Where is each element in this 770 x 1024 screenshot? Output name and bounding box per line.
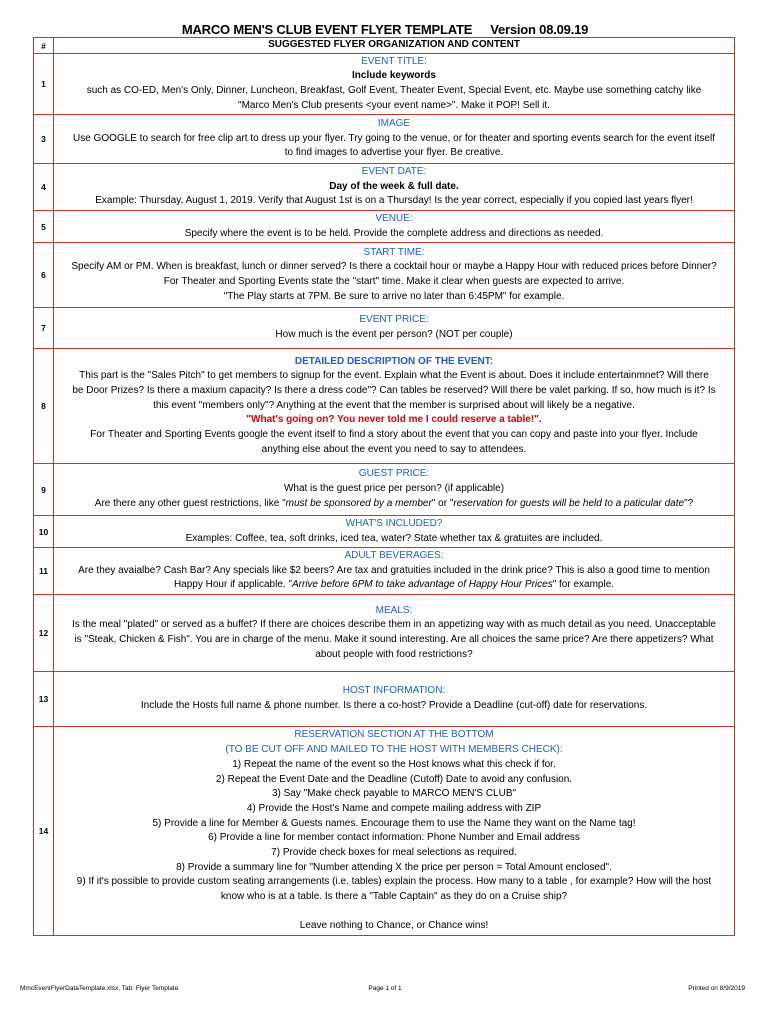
row-venue [34,211,735,243]
list-item: 9) If it's possible to provide custom seating arrangements (i.e. tables) explain the process. How many to a table , for example? How will the host [76,876,712,888]
row-adult-beverages [34,548,735,595]
header-num: # [34,38,54,54]
section-text: "The Play starts at 7PM. Be sure to arrive no later than 6:45PM" for example. [223,290,565,302]
flyer-content-table [33,37,735,936]
italic-example: reservation for guests will be held to a paticular date [453,497,685,509]
section-text: This part is the "Sales Pitch" to get members to signup for the event. Explain what the Event is about. Does it include entertainmnet? Will there [79,370,709,382]
text-part: " for example. [552,579,615,591]
text-part: Happy Hour if applicable. " [173,579,292,591]
row-host-information [34,672,735,727]
section-heading: IMAGE [377,117,411,129]
section-heading: EVENT DATE: [361,165,427,177]
section-heading: GUEST PRICE: [358,468,430,480]
section-heading: RESERVATION SECTION AT THE BOTTOM [294,729,494,741]
section-text: For Theater and Sporting Events google the event itself to find a story about the event that you can copy and paste into your flyer. Include [90,429,698,441]
list-item: 6) Provide a line for member contact information: Phone Number and Email address [208,832,580,844]
footer-filename: MmcEventFlyerDataTemplate.xlsx, Tab: Flyer Template [20,985,179,992]
section-heading: MEALS: [375,604,413,616]
footer-print-date: Printed on 8/9/2019 [688,985,745,992]
section-text: anything else about the event you need to say to attendees. [261,443,527,455]
list-item: 8) Provide a summary line for "Number attending X the price per person = Total Amount enclosed". [176,861,612,873]
list-item: 3) Say "Make check payable to MARCO MEN'S CLUB" [271,788,517,800]
row-meals [34,595,735,672]
section-text: Include the Hosts full name & phone number. Is there a co-host? Provide a Deadline (cut-off) date for reservations. [140,700,648,711]
section-subheading: Include keywords [352,70,436,82]
section-heading: HOST INFORMATION: [342,685,446,697]
italic-example: must be sponsored by a member [285,497,432,509]
row-num: 7 [34,308,54,349]
row-num: 12 [34,595,54,672]
row-num: 14 [34,727,54,936]
text-part: Are there any other guest restrictions, like " [94,497,286,509]
section-text: Example: Thursday, August 1, 2019. Verify that August 1st is on a Thursday! Is the year correct, especially if you copied last years flyer! [95,195,693,207]
header-content: SUGGESTED FLYER ORGANIZATION AND CONTENT [54,38,735,54]
section-text: Is the meal "plated" or served as a buffet? If there are choices describe them in an appetizing way with as much detail as you need. Unacceptable [72,619,716,631]
list-item: 7) Provide check boxes for meal selections as required. [271,847,517,859]
italic-example: Arrive before 6PM to take advantage of Happy Hour Prices [292,579,553,591]
row-event-title [34,54,735,115]
row-num: 8 [34,349,54,464]
row-num: 6 [34,243,54,308]
section-text: to find images to advertise your flyer. Be creative. [284,147,504,159]
row-num: 10 [34,516,54,548]
section-text: How much is the event per person? (NOT per couple) [275,329,513,340]
footer-page-number: Page 1 of 1 [368,985,402,992]
row-num: 4 [34,164,54,211]
list-item: 4) Provide the Host's Name and compete mailing address with ZIP [246,802,542,814]
row-event-date [34,164,735,211]
row-num: 9 [34,464,54,516]
section-heading: EVENT TITLE: [361,55,427,67]
text-part: "? [684,497,694,509]
row-event-price [34,308,735,349]
section-text: Are they avaialbe? Cash Bar? Any specials like $2 beers? Are tax and gratuities included in the drink price? This is also a good time to mention [78,564,710,576]
row-reservation-section [34,727,735,936]
section-heading: EVENT PRICE: [359,314,429,326]
section-text: about people with food restrictions? [315,648,473,660]
section-text: be Door Prizes? Is there a maxium capacity? Is there a dress code"? Can tables be reserved? Will there be valet parking. If so, how much is it? Is [72,384,716,396]
row-detailed-description [34,349,735,464]
row-image [34,115,735,164]
section-text: is "Steak, Chicken & Fish". You are in charge of the menu. Make it sound interesting. Are all choices the same price? Are there appetizers? What [74,634,714,645]
title-version: Version 08.09.19 [490,22,589,37]
row-num: 5 [34,211,54,243]
table-header-row [34,38,735,54]
section-text: this event "members only"? Anything at the event that the member is surprised about will likely be a negative. [153,399,635,411]
section-text: such as CO-ED, Men's Only, Dinner, Luncheon, Breakfast, Golf Event, Theater Event, Special Event, etc. Maybe use something catchy like [86,85,702,96]
section-text: Use GOOGLE to search for free clip art to dress up your flyer. Try going to the venue, or for theater and sporting events search for the event itself [73,132,715,144]
row-num: 13 [34,672,54,727]
section-subheading: Day of the week & full date. [329,180,459,192]
row-num: 11 [34,548,54,595]
section-text: What is the guest price per person? (if applicable) [283,483,505,495]
document-title [0,22,770,37]
section-heading: ADULT BEVERAGES: [344,549,444,561]
section-text: Specify where the event is to be held. Provide the complete address and directions as needed. [184,227,604,239]
row-start-time [34,243,735,308]
list-item: 1) Repeat the name of the event so the Host knows what this check if for. [232,758,556,770]
list-item: 2) Repeat the Event Date and the Deadline (Cutoff) Date to avoid any confusion. [215,773,573,785]
section-subheading: (TO BE CUT OFF AND MAILED TO THE HOST WITH MEMBERS CHECK): [225,744,563,756]
list-item: know who is at a table. Is there a "Table Captain" as they do on a Cruise ship? [220,891,568,903]
section-text: "Marco Men's Club presents <your event name>". Make it POP! Sell it. [238,99,550,111]
row-num: 3 [34,115,54,164]
section-heading: START TIME: [363,246,425,258]
row-guest-price [34,464,735,516]
section-text: Specify AM or PM. When is breakfast, lunch or dinner served? Is there a cocktail hour or maybe a Happy Hour with reduced prices before Dinner? [71,261,717,273]
text-part: " or " [431,497,454,509]
row-num: 1 [34,54,54,115]
section-text: For Theater and Sporting Events state the "start" time. Make it clear when guests are expected to arrive. [163,276,625,287]
closing-line: Leave nothing to Chance, or Chance wins! [299,919,489,931]
section-text [56,497,732,512]
section-text [56,578,732,593]
section-warning: "What's going on? You never told me I could reserve a table!". [246,414,542,426]
section-heading: WHAT'S INCLUDED? [345,517,443,529]
section-text: Examples: Coffee, tea, soft drinks, iced tea, water? State whether tax & gratuites are included. [185,532,603,544]
title-main: MARCO MEN'S CLUB EVENT FLYER TEMPLATE [181,22,473,37]
row-whats-included [34,516,735,548]
section-heading: DETAILED DESCRIPTION OF THE EVENT: [294,355,494,367]
list-item: 5) Provide a line for Member & Guests names. Encourage them to use the Name they want on the Name tag! [152,817,636,829]
section-heading: VENUE: [375,212,413,224]
